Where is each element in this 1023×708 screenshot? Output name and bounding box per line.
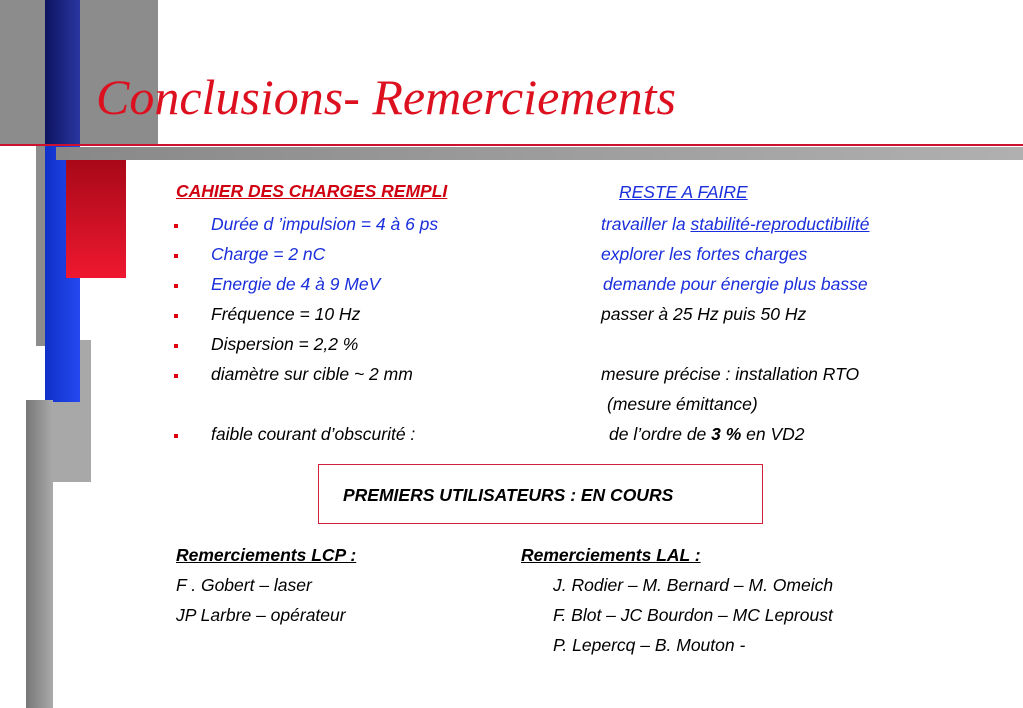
bullet-3: [174, 284, 178, 288]
bullet-4: [174, 314, 178, 318]
right-item-order-value: 3 %: [711, 424, 742, 444]
lal-heading: Remerciements LAL :: [521, 545, 701, 565]
bullet-1: [174, 224, 178, 228]
lcp-heading: Remerciements LCP :: [176, 545, 357, 565]
deco-gray-rule: [56, 147, 1023, 160]
deco-gray-vertical: [26, 400, 53, 708]
left-item-diameter: diamètre sur cible ~ 2 mm: [211, 364, 413, 384]
left-item-pulse: Durée d ’impulsion = 4 à 6 ps: [211, 214, 439, 234]
status-box-text: PREMIERS UTILISATEURS : EN COURS: [343, 485, 674, 505]
bullet-2: [174, 254, 178, 258]
deco-red-block: [66, 160, 126, 278]
left-item-dark-current: faible courant d’obscurité :: [211, 424, 416, 444]
right-item-order-prefix: de l’ordre de: [609, 424, 712, 444]
lcp-name-1: F . Gobert – laser: [176, 575, 312, 595]
right-heading: RESTE A FAIRE: [619, 182, 748, 202]
lal-name-3: P. Lepercq – B. Mouton -: [553, 635, 746, 655]
lal-name-2: F. Blot – JC Bourdon – MC Leproust: [553, 605, 833, 625]
stability-link[interactable]: stabilité-reproductibilité: [690, 214, 870, 234]
right-item-frequency: passer à 25 Hz puis 50 Hz: [601, 304, 807, 324]
left-item-energy: Energie de 4 à 9 MeV: [211, 274, 381, 294]
left-item-charge: Charge = 2 nC: [211, 244, 326, 264]
slide-title: Conclusions- Remerciements: [96, 69, 676, 125]
right-item-stability: [601, 216, 869, 234]
right-item-stability-prefix: travailler la: [601, 214, 691, 234]
right-item-measure: mesure précise : installation RTO: [601, 364, 860, 384]
bullet-6: [174, 374, 178, 378]
right-item-emittance: (mesure émittance): [607, 394, 758, 414]
lcp-name-2: JP Larbre – opérateur: [176, 605, 346, 625]
left-item-dispersion: Dispersion = 2,2 %: [211, 334, 359, 354]
lal-name-1: J. Rodier – M. Bernard – M. Omeich: [553, 575, 834, 595]
bullet-7: [174, 434, 178, 438]
deco-red-rule: [0, 144, 1023, 146]
right-item-lower-energy: demande pour énergie plus basse: [603, 274, 868, 294]
bullet-5: [174, 344, 178, 348]
right-item-high-charge: explorer les fortes charges: [601, 244, 808, 264]
right-item-order: [609, 426, 805, 444]
left-heading: CAHIER DES CHARGES REMPLI: [176, 181, 448, 201]
left-item-frequency: Fréquence = 10 Hz: [211, 304, 361, 324]
right-item-order-suffix: en VD2: [741, 424, 805, 444]
deco-navy-bar: [45, 0, 80, 146]
